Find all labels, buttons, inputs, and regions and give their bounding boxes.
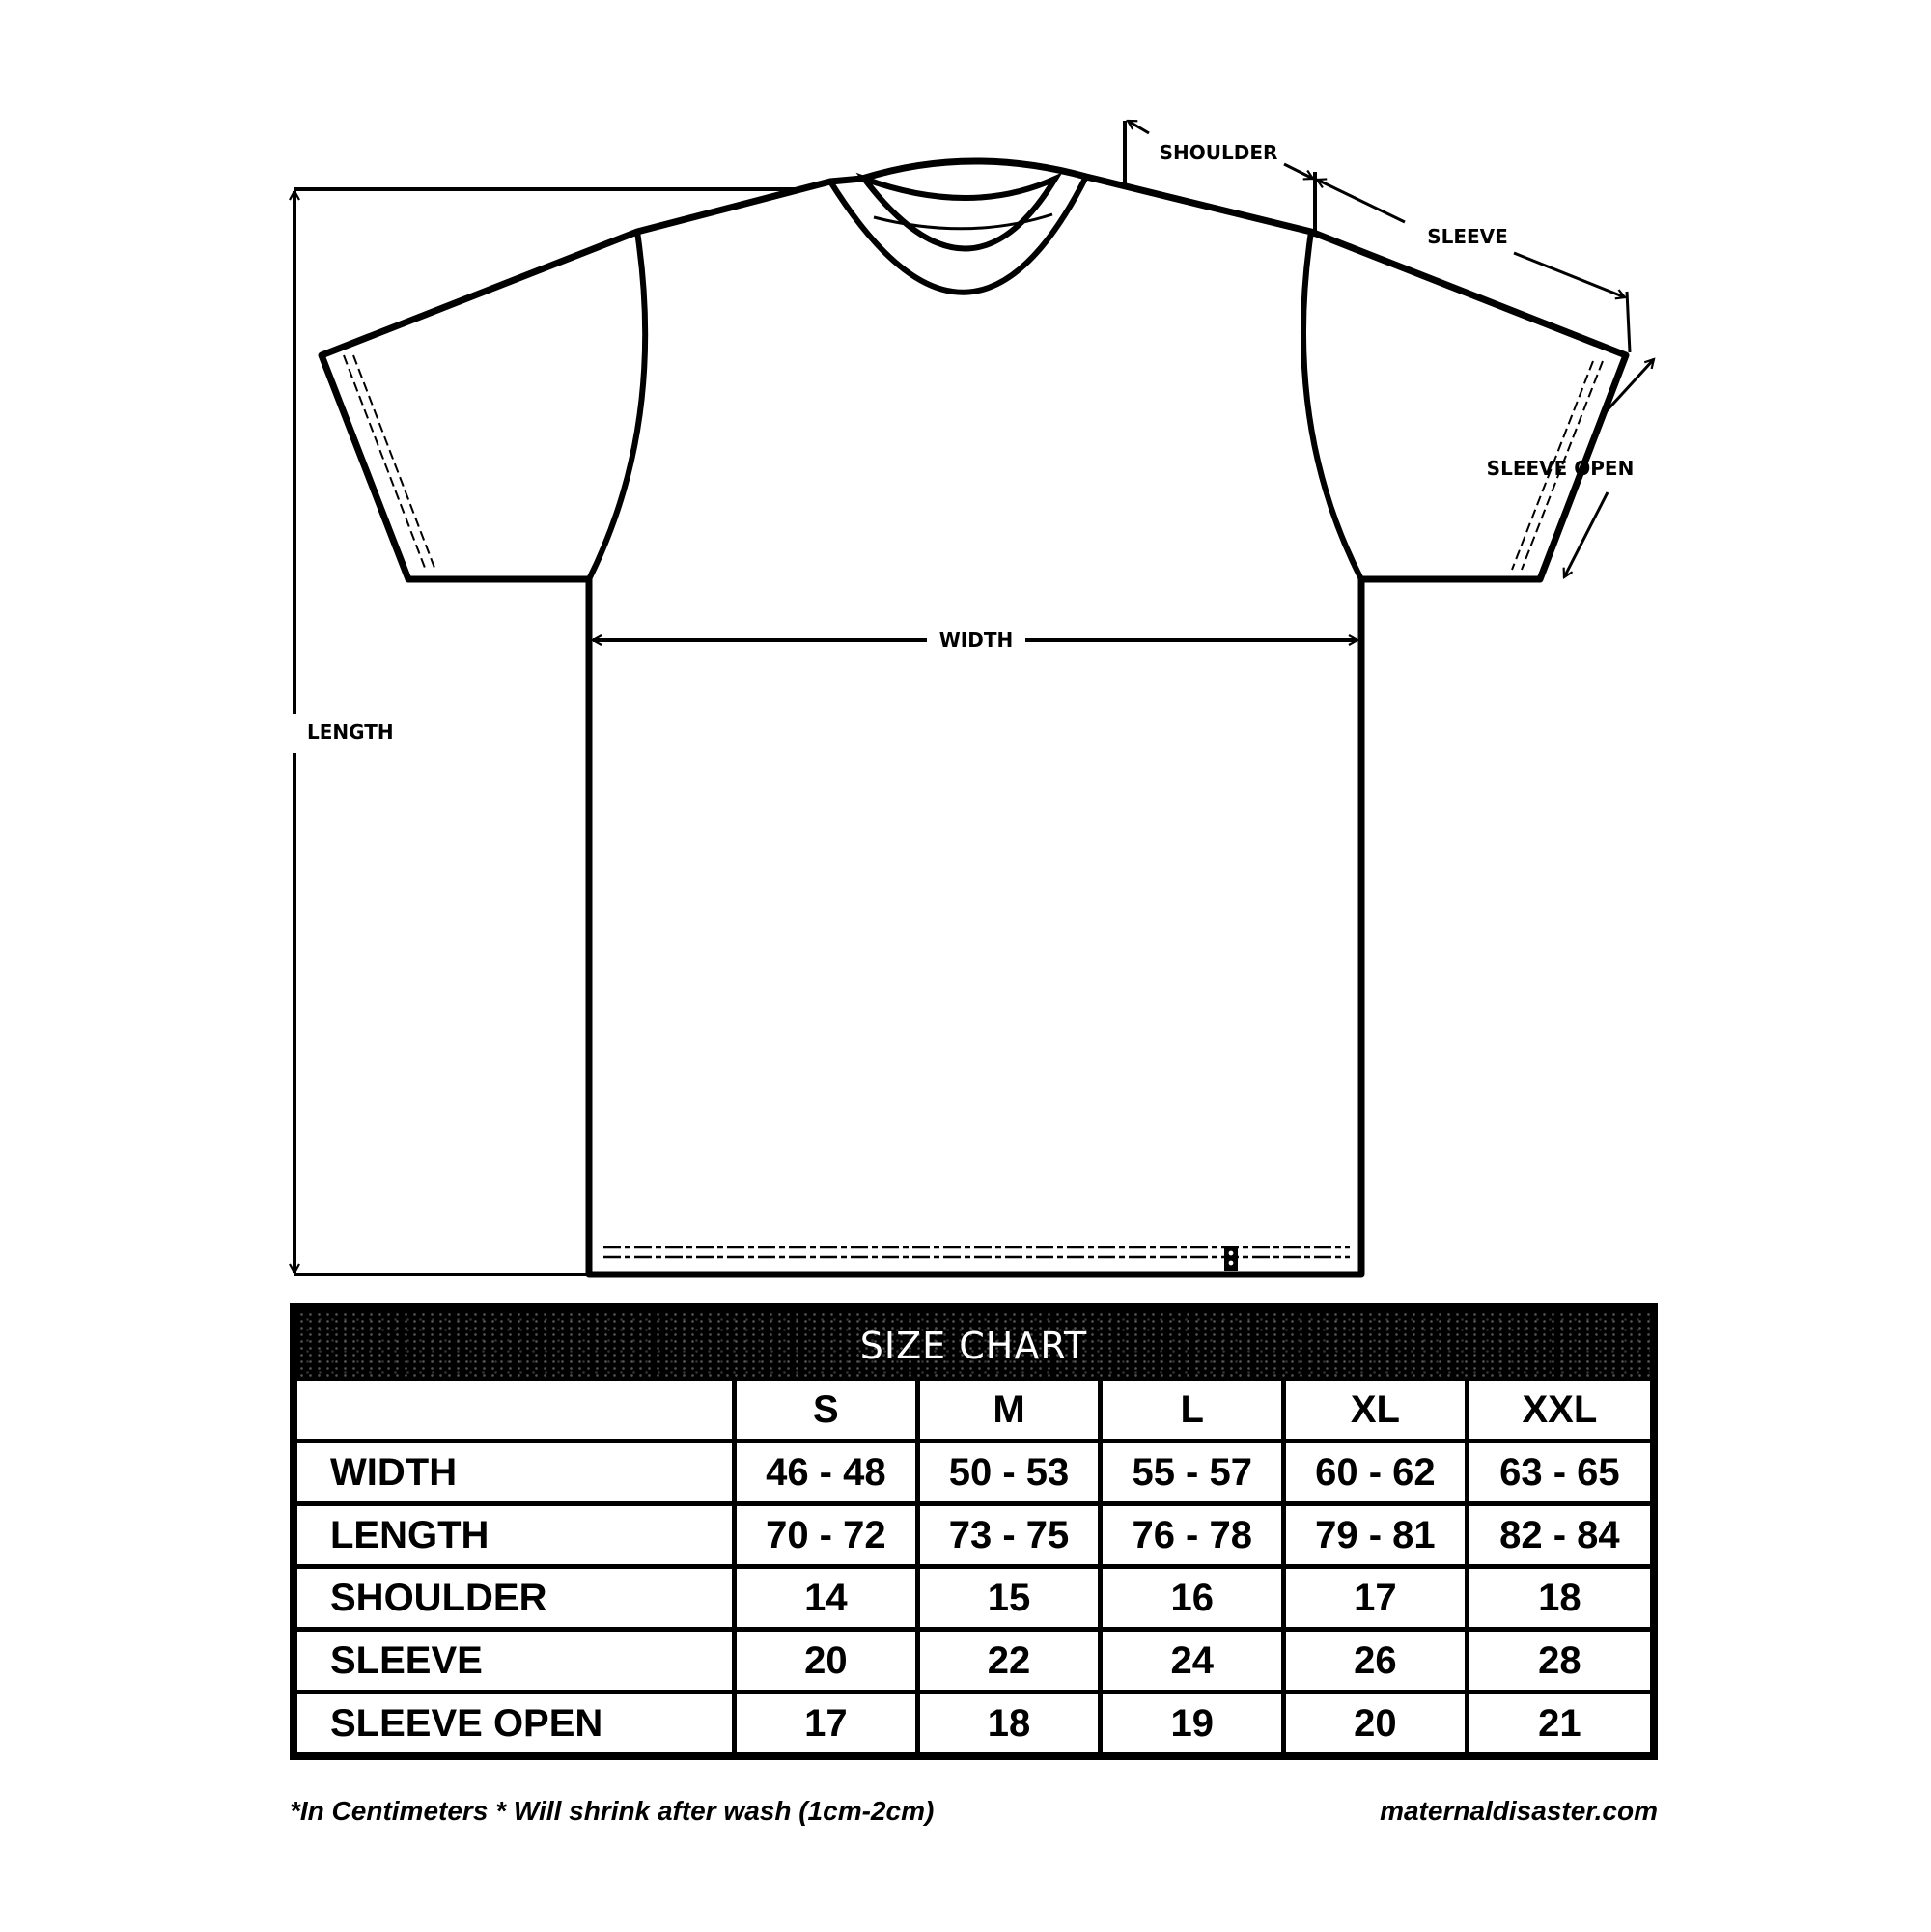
row-label: LENGTH	[297, 1504, 735, 1567]
collar-inner	[864, 179, 1055, 249]
table-cell: 22	[917, 1630, 1101, 1693]
row-label: SLEEVE OPEN	[297, 1693, 735, 1753]
width-label: WIDTH	[938, 629, 1014, 652]
table-cell: 17	[1284, 1567, 1468, 1630]
table-cell: 24	[1101, 1630, 1284, 1693]
right-armhole-seam	[1303, 232, 1361, 579]
table-cell: 21	[1467, 1693, 1650, 1753]
size-chart	[290, 1303, 1658, 1760]
size-header-row	[297, 1381, 1650, 1442]
bottom-hem-stitch	[603, 1247, 1350, 1257]
size-header-xl: XL	[1284, 1381, 1468, 1442]
table-cell: 17	[735, 1693, 918, 1753]
table-cell: 60 - 62	[1284, 1442, 1468, 1504]
table-cell: 46 - 48	[735, 1442, 918, 1504]
table-cell: 79 - 81	[1284, 1504, 1468, 1567]
table-cell: 14	[735, 1567, 918, 1630]
shoulder-arrow-left	[1128, 121, 1149, 133]
table-cell: 82 - 84	[1467, 1504, 1650, 1567]
table-cell: 28	[1467, 1630, 1650, 1693]
table-cell: 73 - 75	[917, 1504, 1101, 1567]
sleeve-arrow-left	[1317, 180, 1405, 222]
size-header-xxl: XXL	[1467, 1381, 1650, 1442]
table-row-length	[297, 1504, 1650, 1567]
table-cell: 70 - 72	[735, 1504, 918, 1567]
row-label: SHOULDER	[297, 1567, 735, 1630]
tshirt-outline	[322, 161, 1626, 1274]
table-cell: 76 - 78	[1101, 1504, 1284, 1567]
table-row-sleeve	[297, 1630, 1650, 1693]
sleeve-arrow-right	[1514, 253, 1625, 297]
table-cell: 63 - 65	[1467, 1442, 1650, 1504]
sleeve-label: SLEEVE	[1427, 225, 1508, 248]
size-chart-title: SIZE CHART	[297, 1311, 1650, 1381]
size-header-m: M	[917, 1381, 1101, 1442]
table-cell: 55 - 57	[1101, 1442, 1284, 1504]
size-header-empty	[297, 1381, 735, 1442]
length-label: LENGTH	[307, 720, 394, 743]
hem-tag	[1224, 1246, 1238, 1271]
left-armhole-seam	[589, 232, 645, 579]
table-cell: 19	[1101, 1693, 1284, 1753]
website-text: maternaldisaster.com	[1380, 1796, 1658, 1826]
shoulder-arrow-right	[1284, 164, 1313, 179]
table-row-sleeve-open	[297, 1693, 1650, 1753]
table-cell: 50 - 53	[917, 1442, 1101, 1504]
table-cell: 20	[1284, 1693, 1468, 1753]
table-row-shoulder	[297, 1567, 1650, 1630]
table-cell: 26	[1284, 1630, 1468, 1693]
size-header-s: S	[735, 1381, 918, 1442]
measurement-note: *In Centimeters * Will shrink after wash (1cm-2cm)	[290, 1796, 935, 1826]
row-label: WIDTH	[297, 1442, 735, 1504]
table-row-width	[297, 1442, 1650, 1504]
table-cell: 15	[917, 1567, 1101, 1630]
row-label: SLEEVE	[297, 1630, 735, 1693]
size-header-l: L	[1101, 1381, 1284, 1442]
shoulder-label: SHOULDER	[1159, 141, 1278, 164]
table-cell: 18	[917, 1693, 1101, 1753]
table-cell: 16	[1101, 1567, 1284, 1630]
table-cell: 18	[1467, 1567, 1650, 1630]
size-table	[297, 1381, 1650, 1752]
table-cell: 20	[735, 1630, 918, 1693]
sleeve-open-label: SLEEVE OPEN	[1486, 457, 1635, 480]
sleeve-tick-right	[1627, 292, 1630, 352]
